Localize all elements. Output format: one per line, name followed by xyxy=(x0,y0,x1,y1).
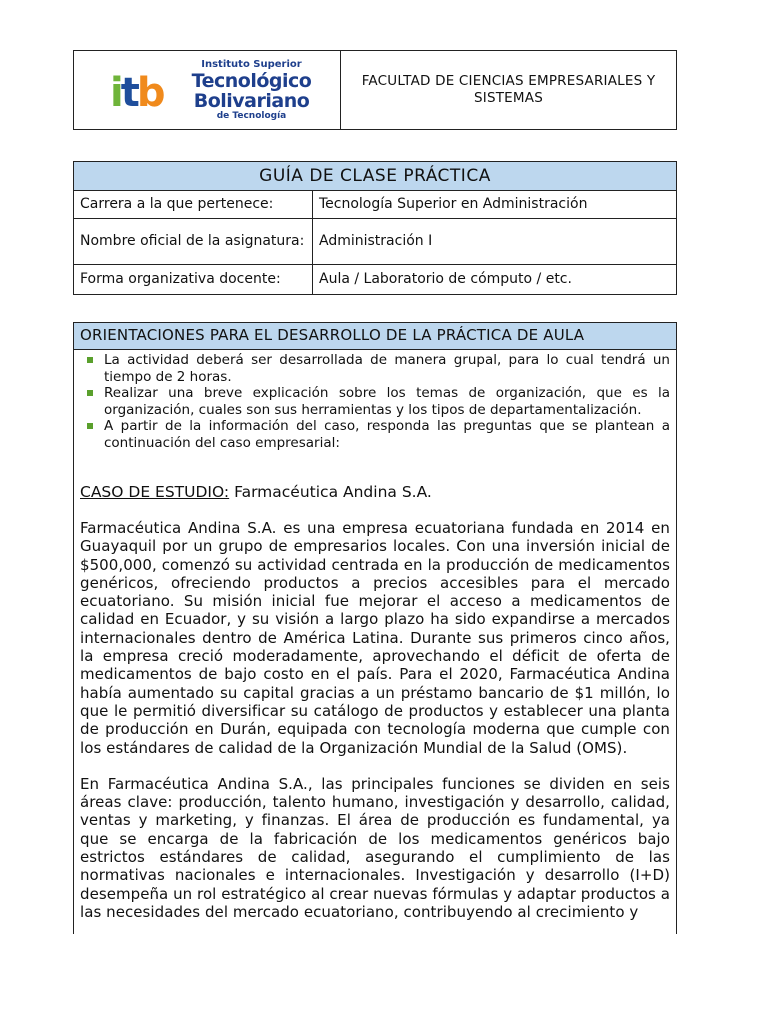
career-label: Carrera a la que pertenece: xyxy=(74,191,313,219)
itb-logo xyxy=(110,59,310,121)
subject-label: Nombre oficial de la asignatura: xyxy=(74,219,313,265)
orientations-title: ORIENTACIONES PARA EL DESARROLLO DE LA PRÁCTICA DE AULA xyxy=(74,323,676,350)
orientation-item: Realizar una breve explicación sobre los temas de organización, que es la organización, cuales son sus herramientas y los tipos de departamentalización. xyxy=(80,385,670,418)
case-study-label: CASO DE ESTUDIO: xyxy=(80,483,230,501)
case-paragraph: En Farmacéutica Andina S.A., las principales funciones se dividen en seis áreas clave: producción, talento humano, investigación y desarrollo, calidad, ventas y marketing, y finanzas. El área de producción es fundamental, ya que se encarga de la fabricación de los medicamentos genéricos bajo estrictos estándares de calidad, asegurando el cumplimiento de las normativas nacionales e internacionales. Investigación y desarrollo (I+D) desempeña un rol estratégico al crear nuevas fórmulas y adaptar productos a las necesidades del mercado ecuatoriano, contribuyendo al crecimiento y xyxy=(80,774,670,921)
orientation-item: La actividad deberá ser desarrollada de manera grupal, para lo cual tendrá un tiempo de 2 horas. xyxy=(80,352,670,385)
case-study-title xyxy=(80,482,670,502)
guide-title: GUÍA DE CLASE PRÁCTICA xyxy=(74,162,677,191)
orientations-list xyxy=(74,352,676,451)
document-header xyxy=(73,50,677,130)
case-paragraph: Farmacéutica Andina S.A. es una empresa ecuatoriana fundada en 2014 en Guayaquil por un grupo de empresarios locales. Con una inversión inicial de $500,000, comenzó su actividad centrada en la producción de medicamentos genéricos, ofreciendo productos a precios accesibles para el mercado ecuatoriano. Su misión inicial fue mejorar el acceso a medicamentos de calidad en Ecuador, y su visión a largo plazo ha sido expandirse a mercados internacionales dentro de América Latina. Durante sus primeros cinco años, la empresa creció moderadamente, aprovechando el déficit de oferta de medicamentos de bajo costo en el país. Para el 2020, Farmacéutica Andina había aumentado su capital gracias a un préstamo bancario de $1 millón, lo que le permitió diversificar su catálogo de productos y establecer una planta de producción en Durán, equipada con tecnología moderna que cumple con los estándares de calidad de la Organización Mundial de la Salud (OMS). xyxy=(80,519,670,757)
orientations-section xyxy=(73,322,677,934)
logo-text: Instituto Superior Tecnológico Bolivariano de Tecnología xyxy=(191,59,312,121)
case-study-company: Farmacéutica Andina S.A. xyxy=(234,483,432,501)
teaching-form-value: Aula / Laboratorio de cómputo / etc. xyxy=(313,265,677,295)
logo-cell xyxy=(74,51,341,129)
orientation-item: A partir de la información del caso, responda las preguntas que se plantean a continuación del caso empresarial: xyxy=(80,418,670,451)
faculty-name: FACULTAD DE CIENCIAS EMPRESARIALES Y SISTEMAS xyxy=(361,73,656,106)
teaching-form-label: Forma organizativa docente: xyxy=(74,265,313,295)
guide-table xyxy=(73,161,677,295)
itb-logo-mark: itb xyxy=(110,70,163,116)
career-value: Tecnología Superior en Administración xyxy=(313,191,677,219)
subject-value: Administración I xyxy=(313,219,677,265)
